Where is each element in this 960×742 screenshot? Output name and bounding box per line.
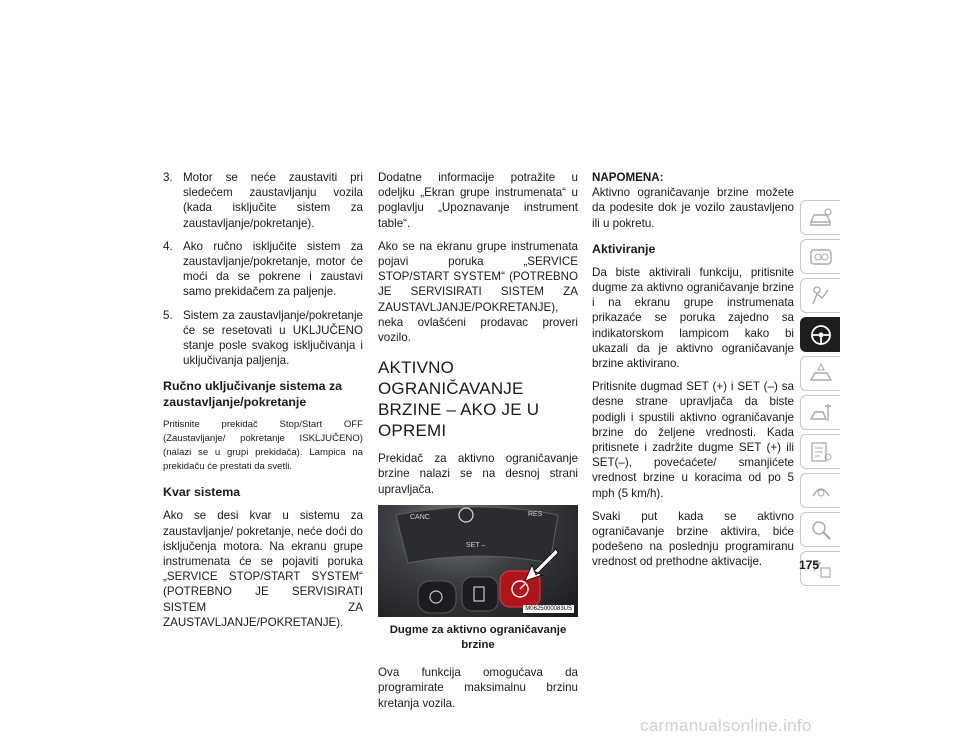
tab-index[interactable] <box>800 512 840 547</box>
image-code: M0625000083US <box>525 605 572 612</box>
list-item <box>163 170 363 231</box>
emergency-icon <box>808 362 834 386</box>
list-text: Motor se neće zaustaviti pri sledećem zaustavljanju vozila (kada isključite sistem za zaustavljanje/pokretanje). <box>183 171 363 230</box>
photo-caption: Dugme za aktivno ograničavanje brzine <box>389 623 567 652</box>
paragraph: Svaki put kada se aktivno ograničavanje brzine aktivira, biće podešeno na poslednju programiranu vrednost od prethodne aktivacije. <box>592 509 794 569</box>
list-text: Sistem za zaustavljanje/pokretanje će se resetovati u UKLJUČENO stanje posle svakog isključivanja i uključivanja paljenja. <box>183 308 363 368</box>
tab-emergency[interactable] <box>800 356 840 391</box>
car-info-icon <box>808 206 834 230</box>
service-tools-icon <box>808 401 834 425</box>
section-title: AKTIVNO OGRANIČAVANJE BRZINE – AKO JE U OPREMI <box>378 358 540 441</box>
column-left <box>163 170 363 638</box>
heading-activation: Aktiviranje <box>592 241 656 256</box>
list-item <box>163 308 363 369</box>
specifications-icon <box>808 440 834 464</box>
paragraph: Prekidač za aktivno ograničavanje brzine nalazi se na desnoj strani upravljača. <box>378 452 578 496</box>
heading-manual-activation: Ručno uključivanje sistema za zaustavljanje/pokretanje <box>163 379 343 410</box>
column-middle <box>378 170 578 719</box>
canc-label: CANC <box>410 513 430 521</box>
paragraph: Dodatne informacije potražite u odeljku „Ekran grupe instrumenata“ u poglavlju „Upoznavanje instrument table“. <box>378 171 578 230</box>
list-number: 3. <box>163 171 173 184</box>
res-label: RES <box>528 510 543 518</box>
note-text: Aktivno ograničavanje brzine možete da podesite dok je vozilo zaustavljeno ili u pokretu. <box>592 186 794 230</box>
tab-starting-operating[interactable] <box>800 317 840 352</box>
safety-icon <box>808 284 834 308</box>
page-number: 175 <box>799 558 820 572</box>
chapter-tabs <box>800 200 840 590</box>
multimedia-icon <box>808 479 834 503</box>
paragraph: Ova funkcija omogućava da programirate maksimalnu brzinu kretanja vozila. <box>378 666 578 710</box>
tab-multimedia[interactable] <box>800 473 840 508</box>
system-fault-text: Ako se desi kvar u sistemu za zaustavljanje/ pokretanje, neće doći do isključenja motora. Na ekranu grupe instrumenata će se pojaviti poruka „SERVICE STOP/START SYSTEM“ (POTREBNO JE SERVISIRATI SISTEM ZA ZAUSTAVLJANJE/POKRETANJE). <box>163 509 363 629</box>
tab-safety[interactable] <box>800 278 840 313</box>
list-number: 5. <box>163 308 173 322</box>
manual-activation-text: Pritisnite prekidač Stop/Start OFF (Zaustavljanje/ pokretanje ISKLJUČENO) (nalazi se u grupi prekidača). Lampica na prekidaču će prestati da svetli. <box>163 419 363 473</box>
tab-specifications[interactable] <box>800 434 840 469</box>
steering-wheel-icon <box>808 323 834 347</box>
paragraph: Ako se na ekranu grupe instrumenata pojavi poruka „SERVICE STOP/START SYSTEM“ (POTREBNO JE SERVISIRATI SISTEM ZA ZAUSTAVLJANJE/POKRETANJE), neka ovlašćeni prodavac proveri vozilo. <box>378 239 578 345</box>
tab-gauges[interactable] <box>800 239 840 274</box>
steering-switch-photo <box>378 505 578 617</box>
watermark-text: carmanualsonline.info <box>640 716 812 735</box>
column-right <box>592 170 794 578</box>
paragraph: Da biste aktivirali funkciju, pritisnite dugme za aktivno ograničavanje brzine i na ekranu grupe instrumenata prikazaće se poruka zajedno sa indikatorskom lampicom kako bi ukazali da je aktivno ograničavanje brzine aktivirano. <box>592 265 794 371</box>
list-number: 4. <box>163 239 173 253</box>
gauges-icon <box>808 245 834 269</box>
tab-car-info[interactable] <box>800 200 840 235</box>
tab-service[interactable] <box>800 395 840 430</box>
set-minus-label: SET – <box>466 541 486 549</box>
paragraph: Pritisnite dugmad SET (+) i SET (–) sa desne strane upravljača da biste podigli i spustili aktivno ograničavanje brzine do željene vrednosti. Kada pritisnete i zadržite dugme SET (+) ili SET(–), povećaćete/ smanjićete vrednost brzine u koracima od po 5 mph (5 km/h). <box>592 380 794 500</box>
list-item <box>163 239 363 300</box>
list-text: Ako ručno isključite sistem za zaustavljanje/pokretanje, motor će moći da se pokrene i zaustavi samo prekidačem za paljenje. <box>183 239 363 299</box>
heading-system-fault: Kvar sistema <box>163 485 241 500</box>
index-search-icon <box>808 518 834 542</box>
note-label: NAPOMENA: <box>592 171 664 184</box>
